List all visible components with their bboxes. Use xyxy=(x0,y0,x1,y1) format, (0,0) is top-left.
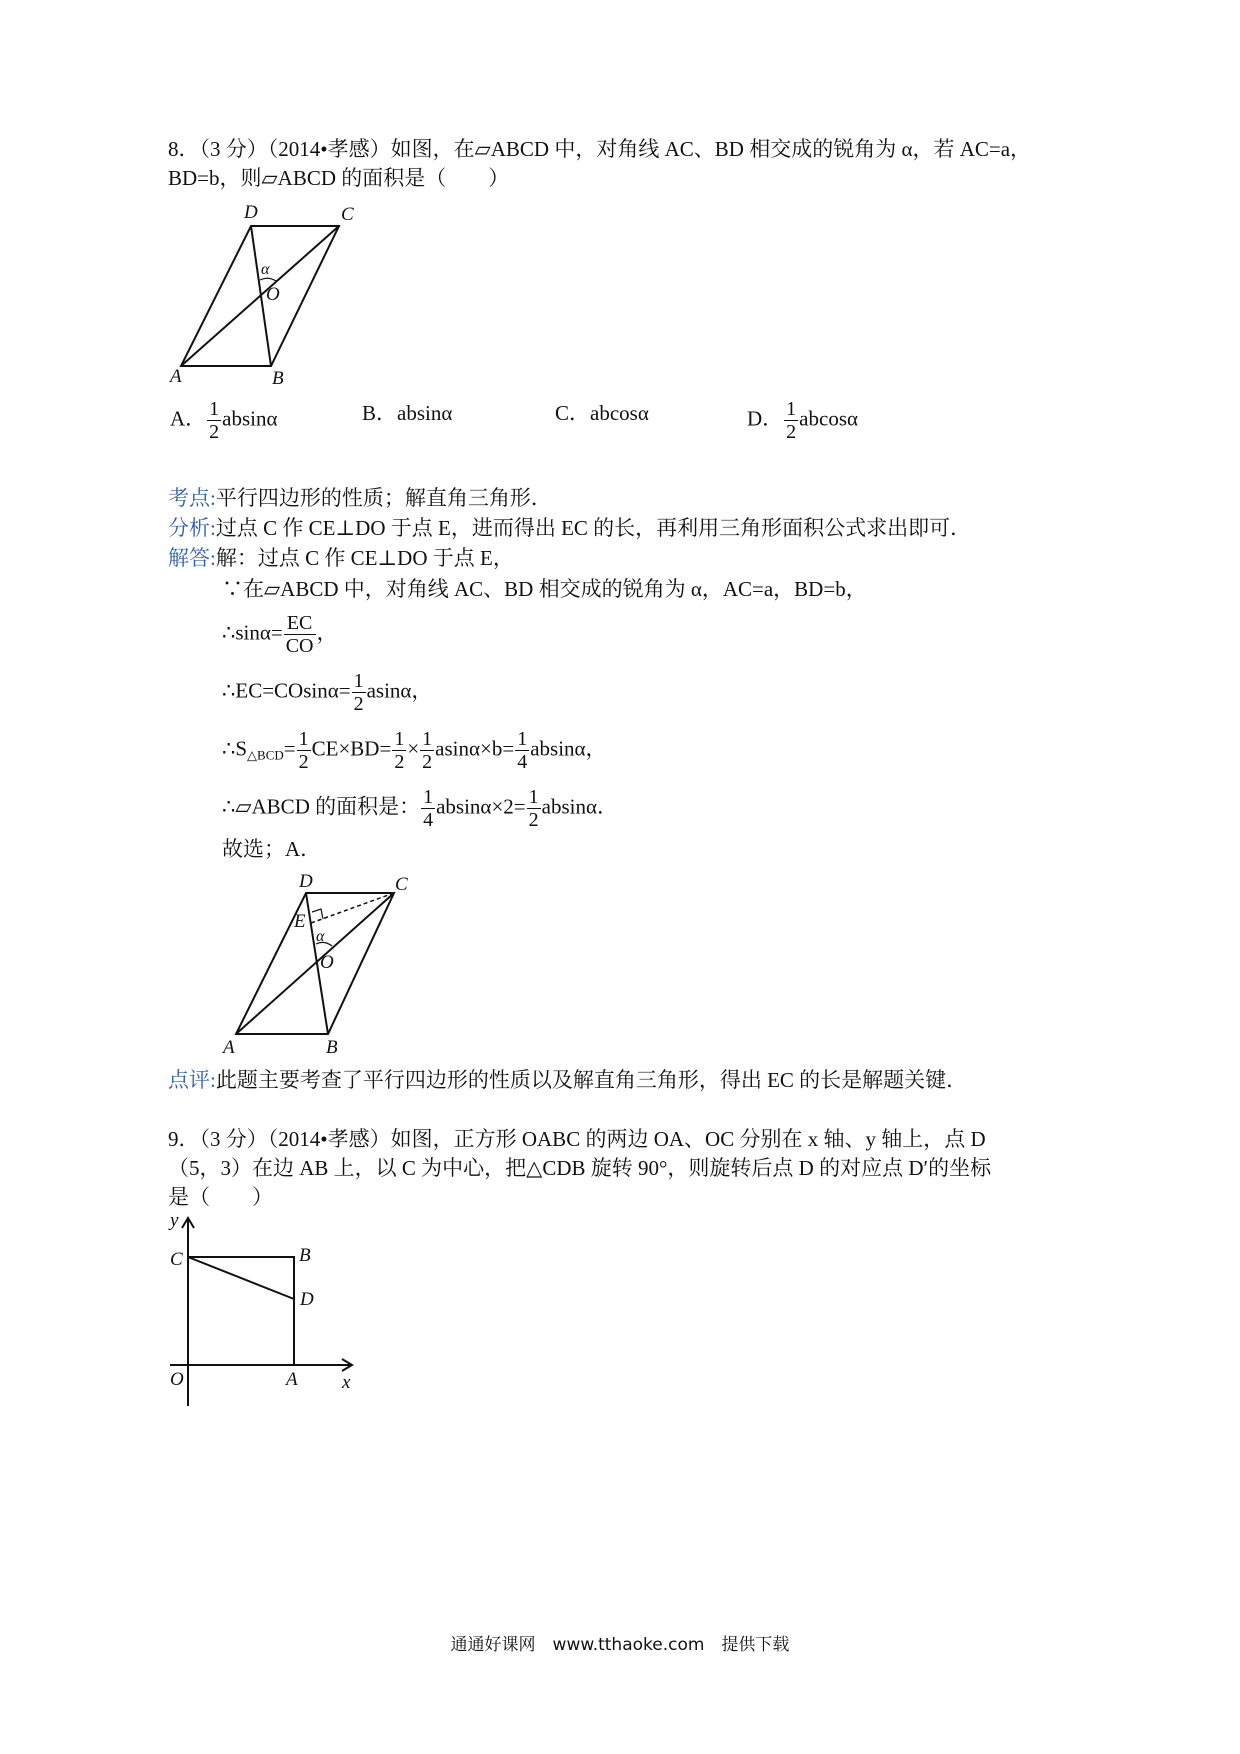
right-angle-mark xyxy=(312,909,323,919)
fig2-label-c: C xyxy=(395,874,408,895)
q8-jieda xyxy=(168,543,514,573)
option-a-text: absinα xyxy=(222,406,278,431)
fig1-label-d: D xyxy=(244,202,258,223)
q8-step5: ∴▱ABCD 的面积是： $\frac{1}{4}$ absinα×2= $\frac{1}{2}$ absinα． xyxy=(222,786,618,831)
step2-fraction: $\frac{EC}{CO}$ xyxy=(285,612,314,657)
diagonal-ac-2 xyxy=(236,893,394,1034)
fig3-label-a: A xyxy=(286,1369,298,1390)
fenxi-text: 过点 C 作 CE⊥DO 于点 E，进而得出 EC 的长，再利用三角形面积公式求出即可． xyxy=(215,516,972,540)
option-c-label: C． xyxy=(555,401,591,425)
q8-option-b xyxy=(362,398,452,428)
option-d-fraction: $\frac{1}{2}$ xyxy=(786,398,797,443)
fig3-label-d: D xyxy=(300,1289,314,1310)
q8-parallelogram-figure xyxy=(160,198,380,393)
q8-step1: ∵在▱ABCD 中，对角线 AC、BD 相交成的锐角为 α，AC=a，BD=b， xyxy=(222,577,867,601)
fig2-label-d: D xyxy=(299,871,313,892)
fig3-label-y: y xyxy=(170,1210,179,1231)
fig1-label-alpha: α xyxy=(261,261,270,278)
q8-choice: 故选；A． xyxy=(222,837,322,861)
angle-alpha-arc xyxy=(260,278,276,281)
fig2-label-e: E xyxy=(294,911,306,932)
option-b-label: B． xyxy=(362,401,398,425)
fig2-label-o: O xyxy=(320,952,334,973)
square-oabc xyxy=(188,1257,294,1365)
option-c-text: abcosα xyxy=(590,401,649,425)
fig3-label-b: B xyxy=(299,1245,311,1266)
q8-option-a xyxy=(170,398,278,443)
fenxi-label: 分析: xyxy=(168,516,216,540)
option-b-text: absinα xyxy=(397,401,453,425)
segment-cd xyxy=(188,1257,294,1299)
dianping-text: 此题主要考查了平行四边形的性质以及解直角三角形，得出 EC 的长是解题关键． xyxy=(215,1068,968,1092)
q8-stem-line2: BD=b，则▱ABCD 的面积是（ ） xyxy=(168,166,510,190)
q8-step4: $\therefore S_{\triangle BCD}=$ $\frac{1}{2}$ CE×BD= $\frac{1}{2}$ × $\frac{1}{2}$ asinα×b= $\frac{1}{4}$ absinα， xyxy=(222,728,607,773)
q9-stem-line1: 9．（3 分）（2014•孝感）如图，正方形 OABC 的两边 OA、OC 分别在 x 轴、y 轴上，点 D xyxy=(168,1127,986,1151)
fig3-label-c: C xyxy=(170,1249,183,1270)
fig1-label-o: O xyxy=(266,284,280,305)
step3-fraction: $\frac{1}{2}$ xyxy=(353,670,364,715)
q9-stem-line3: 是（ ） xyxy=(168,1185,273,1209)
q9-stem-line2: （5，3）在边 AB 上，以 C 为中心，把△CDB 旋转 90°，则旋转后点 D 的对应点 D′的坐标 xyxy=(168,1156,992,1180)
option-a-fraction: $\frac{1}{2}$ xyxy=(209,398,220,443)
kaodian-label: 考点: xyxy=(168,486,216,510)
q8-solution-figure xyxy=(215,866,425,1061)
q8-option-d xyxy=(747,398,858,443)
fig2-label-alpha: α xyxy=(316,928,325,945)
jieda-text: 解：过点 C 作 CE⊥DO 于点 E， xyxy=(215,546,514,570)
fig1-label-c: C xyxy=(341,204,354,225)
q8-dianping xyxy=(168,1065,967,1095)
page-footer: 通通好课网 www.tthaoke.com 提供下载 xyxy=(450,1635,790,1655)
fig2-label-a: A xyxy=(223,1037,235,1058)
option-d-text: abcosα xyxy=(799,406,858,431)
q8-step3: ∴EC=COsinα= $\frac{1}{2}$ asinα， xyxy=(222,670,433,715)
q8-kaodian xyxy=(168,483,552,513)
jieda-label: 解答: xyxy=(168,546,216,570)
dianping-label: 点评: xyxy=(168,1068,216,1092)
kaodian-text: 平行四边形的性质；解直角三角形． xyxy=(215,486,552,510)
fig2-label-b: B xyxy=(326,1037,338,1058)
option-a-label: A． xyxy=(170,406,207,431)
option-d-label: D． xyxy=(747,406,784,431)
q8-option-c xyxy=(555,398,649,428)
q9-coordinate-figure xyxy=(160,1210,370,1410)
fig1-label-b: B xyxy=(272,368,284,389)
q8-step2: ∴sinα= $\frac{EC}{CO}$ ， xyxy=(222,612,338,657)
fig1-label-a: A xyxy=(170,366,182,387)
q8-fenxi xyxy=(168,513,971,543)
fig3-label-o: O xyxy=(170,1369,184,1390)
fig3-label-x: x xyxy=(342,1372,351,1393)
q8-stem-line1: 8．（3 分）（2014•孝感）如图，在▱ABCD 中，对角线 AC、BD 相交成的锐角为 α，若 AC=a， xyxy=(168,137,1032,161)
